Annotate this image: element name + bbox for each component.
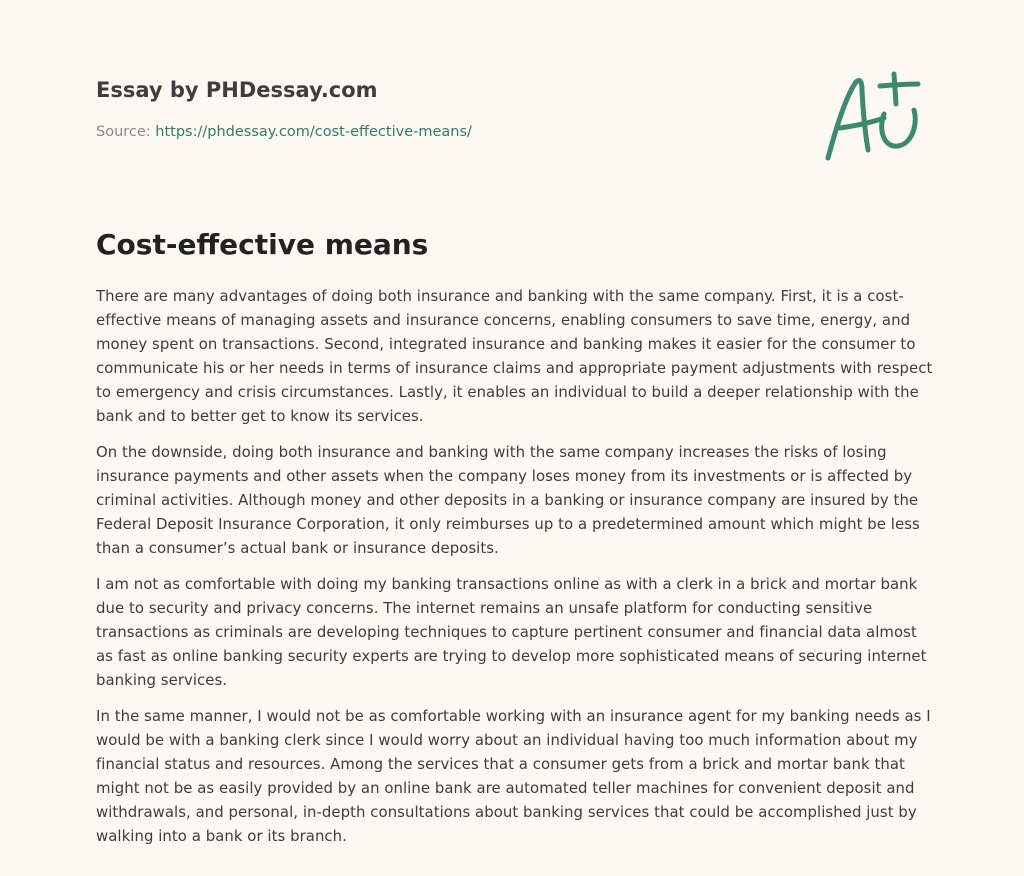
source-label: Source:: [96, 124, 151, 140]
page-title: Cost-effective means: [96, 228, 429, 261]
brand-title: Essay by PHDessay.com: [96, 78, 378, 102]
page-header: [96, 77, 696, 141]
essay-paragraph-1: There are many advantages of doing both insurance and banking with the same company. First, it is a cost-effective means of managing assets and insurance concerns, enabling consumers to save time, energy, and money spent on transactions. Second, integrated insurance and banking makes it easier for the consumer to communicate his or her needs in terms of insurance claims and appropriate payment adjustments with respect to emergency and crisis circumstances. Lastly, it enables an individual to build a deeper relationship with the bank and to better get to know its services.: [96, 287, 933, 425]
a-plus-grade-icon: [818, 66, 928, 166]
essay-paragraph-3: I am not as comfortable with doing my banking transactions online as with a clerk in a brick and mortar bank due to security and privacy concerns. The internet remains an unsafe platform for conducting sensitive transactions as criminals are developing techniques to capture pertinent consumer and financial data almost as fast as online banking security experts are trying to develop more sophisticated means of securing internet banking services.: [96, 575, 927, 689]
source-line: [96, 123, 696, 141]
essay-body: [96, 226, 934, 860]
source-link[interactable]: https://phdessay.com/cost-effective-means/: [155, 124, 472, 140]
essay-paragraph-4: In the same manner, I would not be as comfortable working with an insurance agent for my banking needs as I would be with a banking clerk since I would worry about an individual having too much information about my financial status and resources. Among the services that a consumer gets from a brick and mortar bank that might not be as easily provided by an online bank are automated teller machines for convenient deposit and withdrawals, and personal, in-depth consultations about banking services that could be accomplished just by walking into a bank or its branch.: [96, 707, 931, 845]
essay-paragraph-2: On the downside, doing both insurance and banking with the same company increases the risks of losing insurance payments and other assets when the company loses money from its investments or is affected by criminal activities. Although money and other deposits in a banking or insurance company are insured by the Federal Deposit Insurance Corporation, it only reimburses up to a predetermined amount which might be less than a consumer’s actual bank or insurance deposits.: [96, 443, 920, 557]
